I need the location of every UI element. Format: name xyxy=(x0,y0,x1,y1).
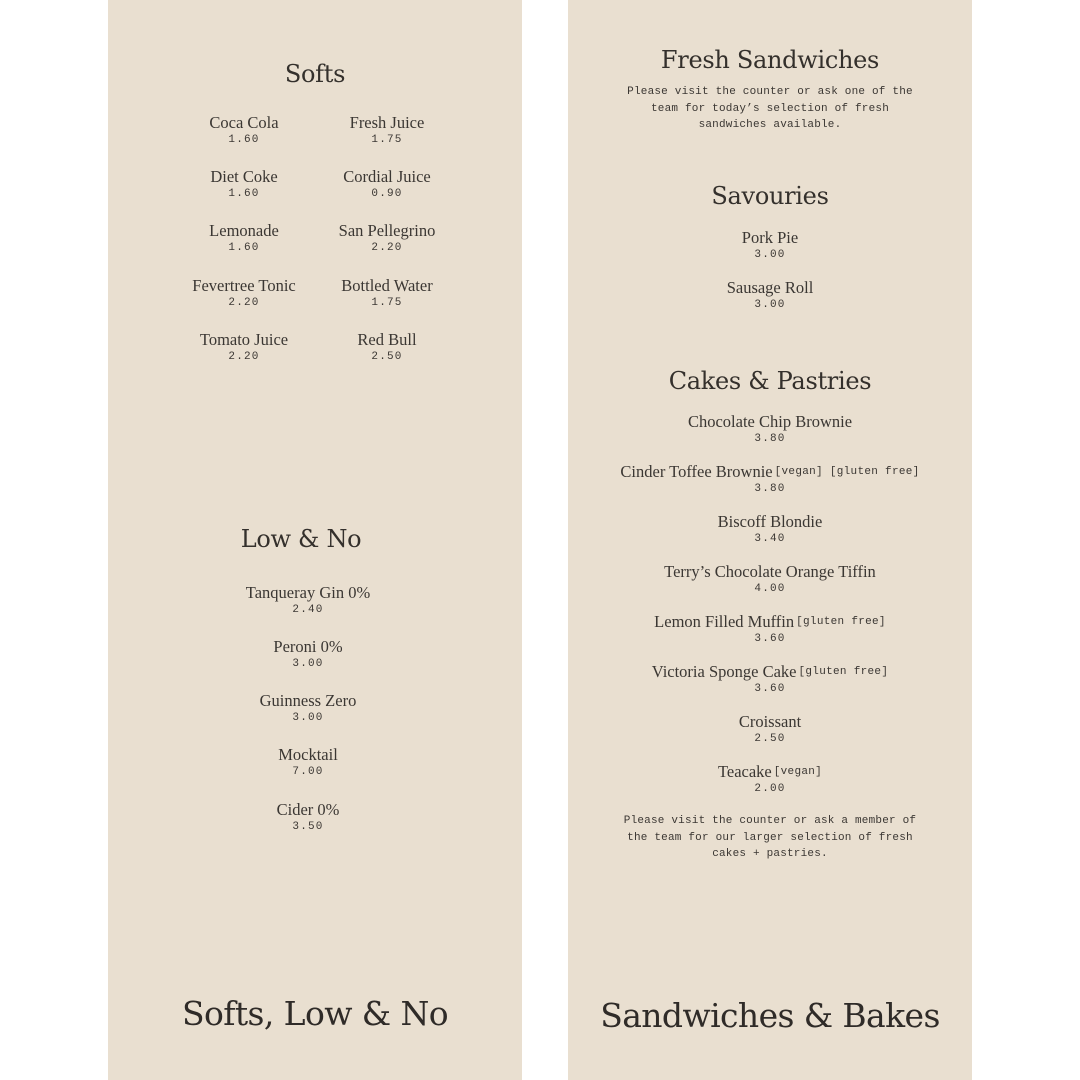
item-price: 3.00 xyxy=(754,249,786,261)
item-name: Terry’s Chocolate Orange Tiffin xyxy=(664,562,876,581)
item-name: Cordial Juice xyxy=(343,167,431,186)
item-price: 2.50 xyxy=(371,351,403,363)
menu-item xyxy=(568,562,972,597)
item-name: Coca Cola xyxy=(209,113,279,132)
item-price: 3.00 xyxy=(292,712,324,724)
menu-item xyxy=(568,412,972,447)
dietary-tag: [gluten free] xyxy=(798,666,889,678)
menu-item xyxy=(174,221,314,256)
menu-item xyxy=(568,762,972,797)
menu-card-title: Softs, Low & No xyxy=(182,994,448,1033)
menu-item xyxy=(174,330,314,365)
item-name: Tanqueray Gin 0% xyxy=(245,583,371,602)
sandwiches-note xyxy=(608,84,932,134)
menu-item xyxy=(208,583,408,618)
note-line: sandwiches available. xyxy=(698,119,842,131)
item-price: 2.20 xyxy=(371,242,403,254)
item-name: Sausage Roll xyxy=(726,278,814,297)
menu-item xyxy=(174,276,314,311)
item-name: Tomato Juice xyxy=(199,330,289,349)
menu-item xyxy=(317,276,457,311)
item-price: 3.50 xyxy=(292,821,324,833)
menu-item xyxy=(568,228,972,263)
item-name: Diet Coke xyxy=(210,167,278,186)
item-price: 7.00 xyxy=(292,766,324,778)
item-name: Biscoff Blondie xyxy=(717,512,823,531)
item-price: 1.75 xyxy=(371,297,403,309)
item-price: 2.40 xyxy=(292,604,324,616)
item-name: Red Bull xyxy=(357,330,417,349)
item-name: Lemonade xyxy=(209,221,279,240)
item-price: 1.75 xyxy=(371,134,403,146)
menu-item xyxy=(568,662,972,697)
menu-item xyxy=(174,113,314,148)
menu-item xyxy=(208,800,408,835)
cakes-note xyxy=(608,813,932,863)
dietary-tag: [gluten free] xyxy=(796,616,886,628)
item-price: 2.00 xyxy=(754,783,786,795)
softs-heading: Softs xyxy=(284,60,346,88)
menu-item xyxy=(208,691,408,726)
item-price: 2.50 xyxy=(754,733,786,745)
menu-card-title: Sandwiches & Bakes xyxy=(600,996,940,1035)
note-line: cakes + pastries. xyxy=(712,848,828,860)
note-line: Please visit the counter or ask a member of xyxy=(623,815,917,827)
menu-item xyxy=(568,462,972,497)
item-price: 3.40 xyxy=(754,533,786,545)
menu-item xyxy=(317,113,457,148)
item-price: 1.60 xyxy=(228,134,260,146)
item-name: Pork Pie xyxy=(741,228,799,247)
item-name: Cinder Toffee Brownie [vegan] [gluten free] xyxy=(620,462,920,481)
savouries-heading: Savouries xyxy=(711,182,829,210)
item-price: 1.60 xyxy=(228,188,260,200)
menu-item xyxy=(208,745,408,780)
item-name: Cider 0% xyxy=(276,800,340,819)
menu-item xyxy=(568,278,972,313)
item-name: Bottled Water xyxy=(341,276,433,295)
low-no-heading: Low & No xyxy=(240,525,362,553)
menu-item xyxy=(568,512,972,547)
item-name: Lemon Filled Muffin [gluten free] xyxy=(654,612,886,631)
softs-low-no-menu-card xyxy=(108,0,522,1080)
item-name: Fevertree Tonic xyxy=(192,276,296,295)
item-price: 2.20 xyxy=(228,351,260,363)
item-price: 0.90 xyxy=(371,188,403,200)
item-name: Chocolate Chip Brownie xyxy=(687,412,853,431)
menu-item xyxy=(568,712,972,747)
note-line: Please visit the counter or ask one of the xyxy=(627,86,913,98)
item-price: 3.80 xyxy=(754,483,786,495)
item-name: San Pellegrino xyxy=(338,221,436,240)
item-price: 3.60 xyxy=(754,683,786,695)
dietary-tag: [vegan] xyxy=(773,766,823,778)
item-price: 3.00 xyxy=(754,299,786,311)
item-price: 1.60 xyxy=(228,242,260,254)
menu-item xyxy=(174,167,314,202)
note-line: the team for our larger selection of fresh xyxy=(627,831,913,844)
item-name: Peroni 0% xyxy=(273,637,343,656)
menu-item xyxy=(317,330,457,365)
item-price: 4.00 xyxy=(754,583,786,595)
menu-item xyxy=(208,637,408,672)
item-name: Guinness Zero xyxy=(259,691,357,710)
menu-item xyxy=(568,612,972,647)
cakes-pastries-heading: Cakes & Pastries xyxy=(668,367,872,395)
item-name: Croissant xyxy=(738,712,802,731)
dietary-tag: [vegan] [gluten free] xyxy=(774,466,920,478)
item-price: 2.20 xyxy=(228,297,260,309)
item-name: Teacake [vegan] xyxy=(717,762,823,781)
menu-item xyxy=(317,221,457,256)
fresh-sandwiches-heading: Fresh Sandwiches xyxy=(660,46,880,74)
item-name: Mocktail xyxy=(278,745,338,764)
item-name: Victoria Sponge Cake [gluten free] xyxy=(651,662,889,681)
item-price: 3.80 xyxy=(754,433,786,445)
item-price: 3.60 xyxy=(754,633,786,645)
note-line: team for today’s selection of fresh xyxy=(650,102,890,115)
item-name: Fresh Juice xyxy=(349,113,425,132)
sandwiches-bakes-menu-card xyxy=(568,0,972,1080)
menu-item xyxy=(317,167,457,202)
item-price: 3.00 xyxy=(292,658,324,670)
